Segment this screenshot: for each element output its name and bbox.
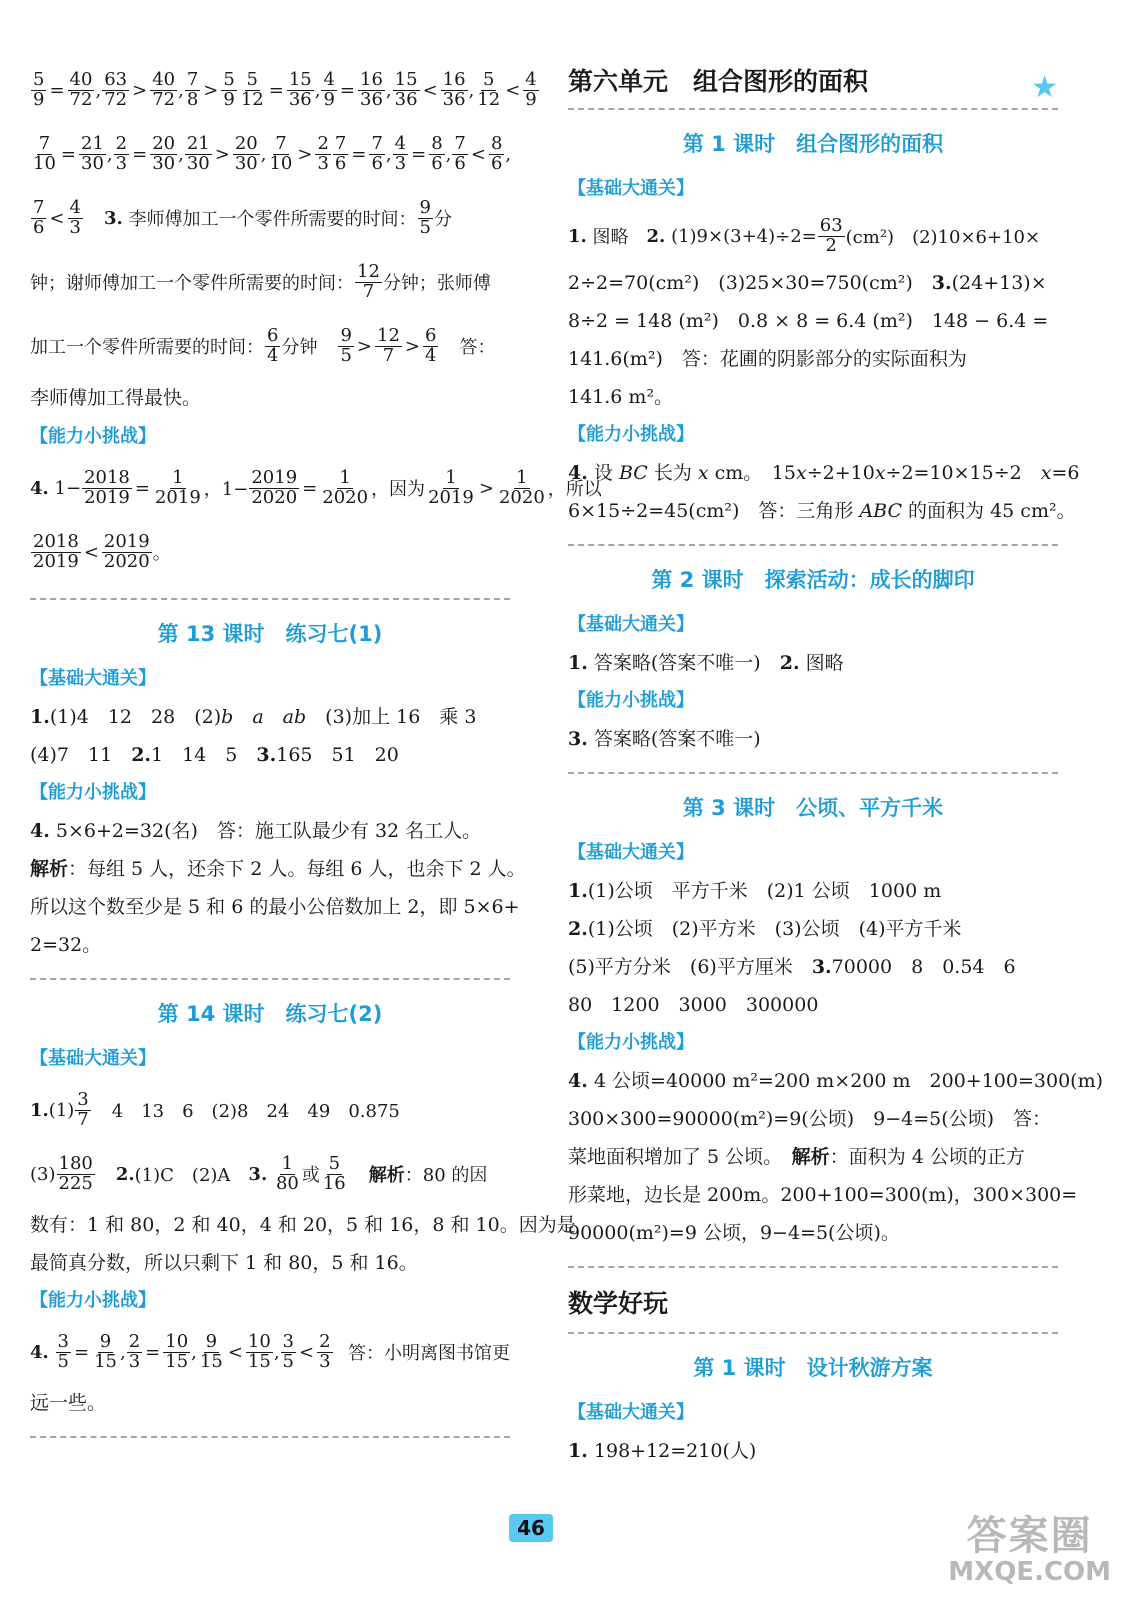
analysis-line: 所以这个数至少是 5 和 6 的最小公倍数加上 2，即 5×6+: [30, 896, 520, 918]
section-tag-basic: 【基础大通关】: [568, 178, 694, 199]
fraction: $\frac{5}{9}$: [33, 68, 45, 110]
analysis-line: 解析：每组 5 人，还余下 2 人。每组 6 人，也余下 2 人。: [30, 858, 526, 880]
answer-line: 6×15÷2=45(cm²) 答：三角形 ABC 的面积为 45 cm²。: [568, 500, 1076, 522]
answer-line: 1. 198+12=210(人): [568, 1440, 757, 1462]
lesson-title-13: 第 13 课时 练习七(1): [157, 622, 383, 646]
fraction-row-2: $\frac{7}{10}$ = $\frac{21}{30}$ , $\frac{2}{3}$ = $\frac{20}{30}$ , $\frac{21}{30}$ > $\frac{20}{30}$ , $\frac{7}{10}$ > $\frac{2}{3}$ $\frac{7}{6}$ = $\frac{7}{6}$ , $\frac{4}{3}$ = $\frac{8}{6}$ , $\frac{7}{6}$ < $\frac{8}{6}$ ,: [33, 132, 512, 174]
fraction: $\frac{15}{36}$: [394, 68, 418, 110]
fraction: $\frac{16}{36}$: [442, 68, 466, 110]
divider: [568, 544, 1058, 546]
divider: [568, 108, 1058, 110]
answer-line: (4)7 11 2.1 14 5 3.165 51 20: [30, 744, 399, 766]
lesson-title-4: 第 1 课时 设计秋游方案: [693, 1356, 933, 1380]
divider: [568, 1266, 1058, 1268]
divider: [568, 772, 1058, 774]
analysis-line: 最简真分数，所以只剩下 1 和 80，5 和 16。: [30, 1252, 418, 1274]
answer-line: 1.(1)公顷 平方千米 (2)1 公顷 1000 m: [568, 880, 942, 902]
fraction: $\frac{4}{9}$: [323, 68, 335, 110]
answer-line: 远一些。: [30, 1392, 107, 1414]
answer-line: 141.6 m²。: [568, 386, 674, 408]
section-tag-basic: 【基础大通关】: [568, 1402, 694, 1423]
watermark: 答案圈 MXQE.COM: [948, 1513, 1111, 1587]
answer-row-5: 加工一个零件所需要的时间： $\frac{6}{4}$ 分钟 $\frac{9}{5}$ > $\frac{12}{7}$ > $\frac{6}{4}$ 答：: [30, 324, 496, 366]
answer-line: 2.(1)公顷 (2)平方米 (3)公顷 (4)平方千米: [568, 918, 962, 940]
fraction-row-1: $\frac{5}{9}$ = $\frac{40}{72}$ , $\frac{63}{72}$ > $\frac{40}{72}$ , $\frac{7}{8}$ > $\frac{5}{9}$ $\frac{5}{12}$ = $\frac{15}{36}$ , $\frac{4}{9}$ = $\frac{16}{36}$ , $\frac{15}{36}$ < $\frac{16}{36}$ , $\frac{5}{12}$ < $\frac{4}{9}$: [33, 68, 537, 110]
answer-row-6: 李师傅加工得最快。: [30, 387, 202, 409]
section-tag-basic: 【基础大通关】: [568, 614, 694, 635]
lesson-title-2: 第 2 课时 探索活动：成长的脚印: [651, 568, 975, 592]
fraction: $\frac{15}{36}$: [288, 68, 312, 110]
lesson-title-1: 第 1 课时 组合图形的面积: [682, 132, 944, 156]
analysis-line: 数有：1 和 80，2 和 40，4 和 20，5 和 16，8 和 10。因为是: [30, 1214, 576, 1236]
right-column: [568, 58, 1104, 1470]
left-column: [30, 58, 602, 1446]
divider: [30, 598, 510, 600]
star-icon: ★: [1031, 70, 1058, 105]
fraction: $\frac{5}{9}$: [223, 68, 235, 110]
fraction: $\frac{63}{72}$: [104, 68, 128, 110]
section-tag-basic: 【基础大通关】: [568, 842, 694, 863]
section-tag-basic: 【基础大通关】: [30, 1048, 156, 1069]
answer-line: 80 1200 3000 300000: [568, 994, 819, 1016]
answer-line: 300×300=90000(m²)=9(公顷) 9−4=5(公顷) 答：: [568, 1108, 1052, 1130]
fraction: $\frac{40}{72}$: [69, 68, 93, 110]
answer-row-q4b: $\frac{2018}{2019}$ < $\frac{2019}{2020}$ 。: [33, 530, 171, 572]
fraction: $\frac{16}{36}$: [360, 68, 383, 110]
answer-row-4: 钟；谢师傅加工一个零件所需要的时间： $\frac{12}{7}$ 分钟；张师傅: [30, 260, 491, 302]
analysis-line: 形菜地，边长是 200m。200+100=300(m)，300×300=: [568, 1184, 1078, 1206]
answer-line: 4. 5×6+2=32(名) 答：施工队最少有 32 名工人。: [30, 820, 482, 842]
answer-line: 3. 答案略(答案不唯一): [568, 728, 761, 750]
answer-line: 4. 4 公顷=40000 m²=200 m×200 m 200+100=300(m): [568, 1070, 1104, 1092]
answer-line: 1. (1) $\frac{3}{7}$ 4 13 6 (2)8 24 49 0.875: [30, 1088, 400, 1130]
answer-row-q4: 4. 1− $\frac{2018}{2019}$ = $\frac{1}{2019}$ ，1− $\frac{2019}{2020}$ = $\frac{1}{2020}$ ，因为 $\frac{1}{2019}$ > $\frac{1}{2020}$ ，所以: [30, 466, 602, 508]
section-tag-challenge: 【能力小挑战】: [568, 424, 694, 445]
divider: [30, 1436, 510, 1438]
section-tag-challenge: 【能力小挑战】: [30, 426, 156, 447]
section-title: 数学好玩: [568, 1289, 669, 1318]
section-tag-challenge: 【能力小挑战】: [30, 782, 156, 803]
section-tag-challenge: 【能力小挑战】: [568, 1032, 694, 1053]
fraction: $\frac{7}{8}$: [186, 68, 199, 110]
answer-line: 1.(1)4 12 28 (2)b a ab (3)加上 16 乘 3: [30, 706, 477, 728]
lesson-title-3: 第 3 课时 公顷、平方千米: [682, 796, 944, 820]
answer-row-3: $\frac{7}{6}$ < $\frac{4}{3}$ 3. 李师傅加工一个零件所需要的时间： $\frac{9}{5}$ 分: [33, 196, 452, 238]
answer-line: 1. 图略 2. (1)9×(3+4)÷2= $\frac{63}{2}$ (cm²) (2)10×6+10×: [568, 214, 1041, 256]
answer-line: 4. 设 BC 长为 x cm。 15x÷2+10x÷2=10×15÷2 x=6: [568, 462, 1080, 484]
section-tag-challenge: 【能力小挑战】: [568, 690, 694, 711]
answer-line: (5)平方分米 (6)平方厘米 3.70000 8 0.54 6: [568, 956, 1016, 978]
divider: [568, 1332, 1058, 1334]
answer-line: 8÷2 = 148 (m²) 0.8 × 8 = 6.4 (m²) 148 − 6.4 =: [568, 310, 1049, 332]
fraction: $\frac{40}{72}$: [152, 68, 176, 110]
answer-line: 1. 答案略(答案不唯一) 2. 图略: [568, 652, 844, 674]
fraction: $\frac{5}{12}$: [477, 68, 501, 110]
answer-line: 菜地面积增加了 5 公顷。 解析：面积为 4 公顷的正方: [568, 1146, 1025, 1168]
answer-line: 141.6(m²) 答：花圃的阴影部分的实际面积为: [568, 348, 967, 370]
fraction: $\frac{4}{9}$: [525, 68, 537, 110]
analysis-line: 2=32。: [30, 934, 102, 956]
fraction: $\frac{5}{12}$: [240, 68, 264, 110]
answer-line: 2÷2=70(cm²) (3)25×30=750(cm²) 3.(24+13)×: [568, 272, 1047, 294]
section-tag-basic: 【基础大通关】: [30, 668, 156, 689]
answer-line: (3) $\frac{180}{225}$ 2. (1)C (2)A 3. $\frac{1}{80}$ 或 $\frac{5}{16}$ 解析 ：80 的因: [30, 1152, 488, 1194]
divider: [30, 978, 510, 980]
answer-line: 4. $\frac{3}{5}$ = $\frac{9}{15}$ , $\frac{2}{3}$ = $\frac{10}{15}$ , $\frac{9}{15}$ < $\frac{10}{15}$ , $\frac{3}{5}$ < $\frac{2}{3}$ 答：小明离图书馆更: [30, 1330, 510, 1372]
unit-title: 第六单元 组合图形的面积 ★: [568, 58, 1058, 106]
analysis-line: 90000(m²)=9 公顷，9−4=5(公顷)。: [568, 1222, 900, 1244]
section-tag-challenge: 【能力小挑战】: [30, 1290, 156, 1311]
lesson-title-14: 第 14 课时 练习七(2): [157, 1002, 383, 1026]
page-number: 46: [509, 1514, 553, 1542]
